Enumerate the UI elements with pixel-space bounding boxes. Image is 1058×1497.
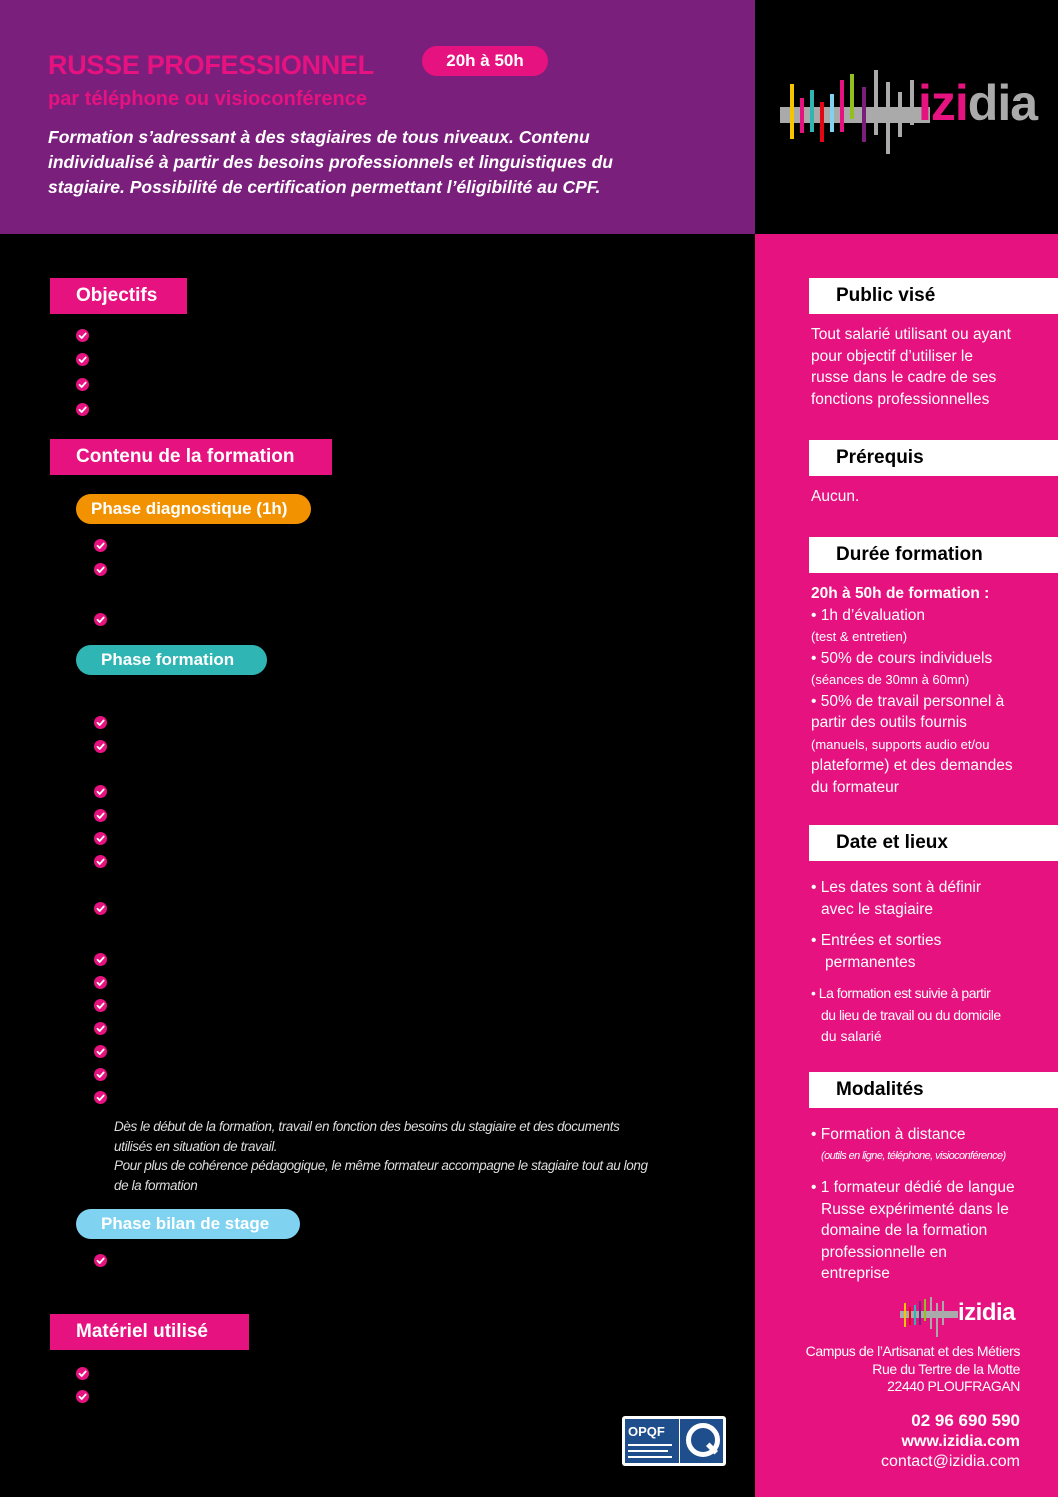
- hours-badge: 20h à 50h: [422, 46, 548, 76]
- public-text: Tout salarié utilisant ou ayant pour objectif d’utiliser le russe dans le cadre de ses fonctions professionnelles: [811, 326, 1011, 408]
- check-bullet-icon: [94, 1068, 107, 1081]
- check-bullet-icon: [94, 976, 107, 989]
- check-bullet-icon: [94, 1091, 107, 1104]
- prerequis-text: Aucun.: [811, 488, 860, 505]
- contenu-heading: Contenu de la formation: [50, 439, 332, 475]
- modalites-heading: Modalités: [809, 1072, 1058, 1108]
- check-bullet-icon: [76, 1390, 89, 1403]
- check-bullet-icon: [94, 832, 107, 845]
- check-bullet-icon: [94, 953, 107, 966]
- address: Campus de l’Artisanat et des Métiers Rue du Tertre de la Motte 22440 PLOUFRAGAN: [805, 1343, 1020, 1394]
- phase-bilan-pill: Phase bilan de stage: [76, 1209, 300, 1239]
- check-bullet-icon: [76, 353, 89, 366]
- check-bullet-icon: [76, 1367, 89, 1380]
- check-bullet-icon: [94, 902, 107, 915]
- check-bullet-icon: [94, 613, 107, 626]
- check-bullet-icon: [94, 1254, 107, 1267]
- page-title: RUSSE PROFESSIONNEL: [48, 50, 374, 80]
- check-bullet-icon: [94, 563, 107, 576]
- page-subtitle: par téléphone ou visioconférence: [48, 88, 367, 110]
- duree-text: 20h à 50h de formation : • 1h d’évaluation (test & entretien) • 50% de cours individuels (séances de 30mn à 60mn) • 50% de travail personnel à partir des outils fournis (manuels, supports audio et/ou plateforme) et des demandes du formateur: [811, 585, 1013, 796]
- phase-formation-pill: Phase formation: [76, 645, 267, 675]
- check-bullet-icon: [94, 785, 107, 798]
- check-bullet-icon: [76, 329, 89, 342]
- formation-note: Dès le début de la formation, travail en fonction des besoins du stagiaire et des documents utilisés en situation de travail. Pour plus de cohérence pédagogique, le même formateur accompagne le stagiaire tout au long de la formation: [114, 1119, 648, 1193]
- check-bullet-icon: [76, 403, 89, 416]
- check-bullet-icon: [94, 1045, 107, 1058]
- check-bullet-icon: [94, 999, 107, 1012]
- check-bullet-icon: [94, 539, 107, 552]
- izidia-small-logo: izidia: [900, 1295, 1030, 1340]
- intro-text: Formation s’adressant à des stagiaires de tous niveaux. Contenu individualisé à partir des besoins professionnels et linguistiques du stagiaire. Possibilité de certification permettant l’éligibilité au CPF.: [48, 127, 613, 197]
- check-bullet-icon: [94, 1022, 107, 1035]
- date-text: • Les dates sont à définir avec le stagiaire • Entrées et sorties permanentes • La formation est suivie à partir du lieu de travail ou du domicile du salarié: [811, 879, 1001, 1044]
- check-bullet-icon: [94, 809, 107, 822]
- website-link[interactable]: www.izidia.com: [901, 1433, 1020, 1450]
- check-bullet-icon: [94, 716, 107, 729]
- opqf-badge: OPQF: [622, 1416, 726, 1466]
- email-link[interactable]: contact@izidia.com: [881, 1453, 1020, 1470]
- public-heading: Public visé: [809, 278, 1058, 314]
- logo-area: [755, 0, 1058, 234]
- phase-diagnostique-pill: Phase diagnostique (1h): [76, 494, 311, 524]
- duree-heading: Durée formation: [809, 537, 1058, 573]
- date-heading: Date et lieux: [809, 825, 1058, 861]
- prerequis-heading: Prérequis: [809, 440, 1058, 476]
- check-bullet-icon: [94, 855, 107, 868]
- logo-text: izidia: [918, 75, 1038, 131]
- objectifs-heading: Objectifs: [50, 278, 187, 314]
- materiel-heading: Matériel utilisé: [50, 1314, 249, 1350]
- check-bullet-icon: [76, 378, 89, 391]
- modalites-text: • Formation à distance (outils en ligne, téléphone, visioconférence) • 1 formateur dédié de langue Russe expérimenté dans le domaine de la formation professionnelle en entreprise: [811, 1126, 1015, 1282]
- phone: 02 96 690 590: [911, 1411, 1020, 1430]
- check-bullet-icon: [94, 740, 107, 753]
